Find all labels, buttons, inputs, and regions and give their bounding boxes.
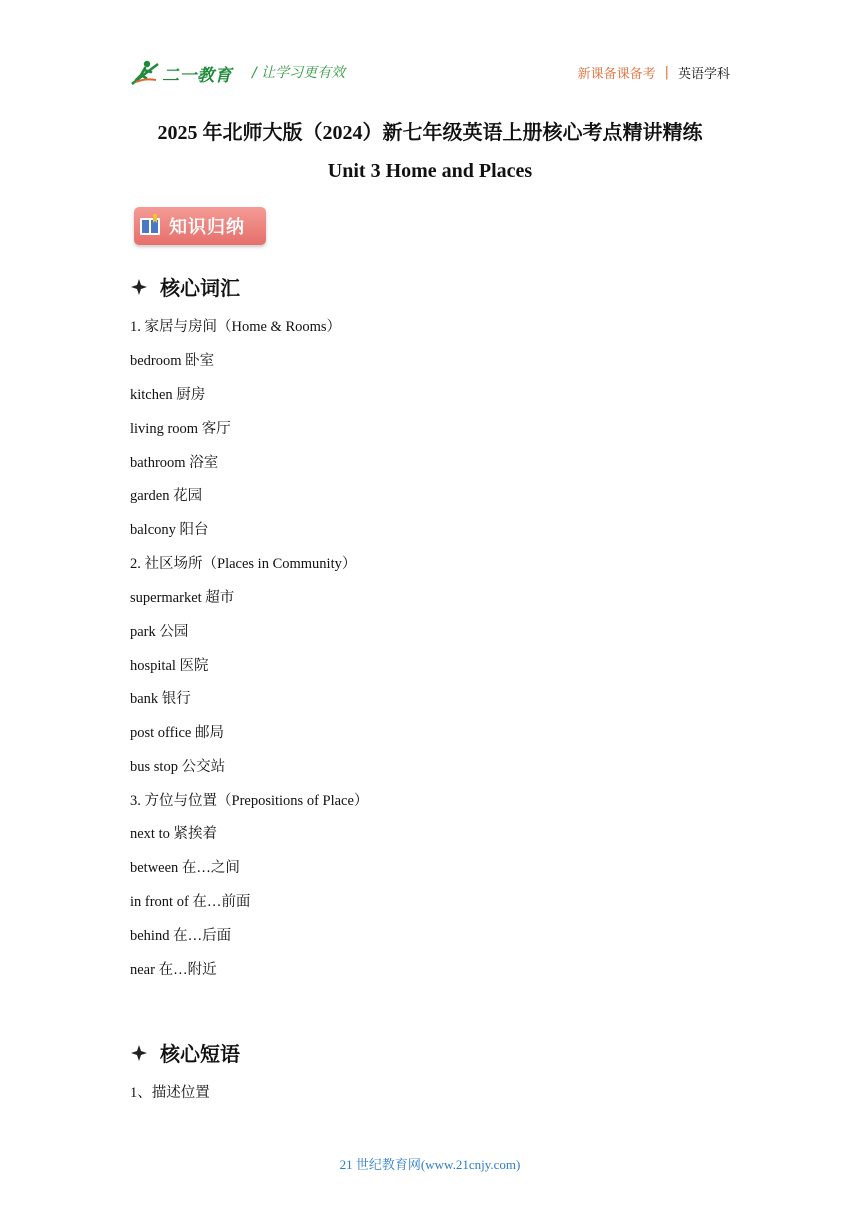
vocab-group-title: 3. 方位与位置（Prepositions of Place） [130, 793, 369, 809]
logo-text: 二一教育 [162, 65, 232, 86]
section-heading-vocab [130, 272, 240, 301]
vocab-group-title: 2. 社区场所（Places in Community） [130, 556, 357, 572]
vocab-item: bus stop 公交站 [130, 759, 226, 775]
vocab-item: in front of 在…前面 [130, 894, 251, 910]
vocab-item: garden 花园 [130, 488, 203, 504]
vocab-item: supermarket 超市 [130, 590, 235, 606]
vocab-item: near 在…附近 [130, 962, 217, 978]
page-header [130, 56, 730, 90]
header-subject: 英语学科 [677, 67, 730, 82]
diamond-bullet-icon [130, 1044, 148, 1062]
knowledge-badge [134, 207, 266, 245]
header-slogan: / 让学习更有效 [252, 65, 346, 81]
vocab-item: between 在…之间 [130, 860, 240, 876]
vocab-item: hospital 医院 [130, 658, 209, 674]
section-heading-phrases [130, 1038, 240, 1067]
page-footer[interactable]: 21 世纪教育网(www.21cnjy.com) [339, 1157, 521, 1172]
logo [130, 56, 232, 90]
vocab-item: next to 紧挨着 [130, 826, 217, 842]
runner-logo-icon [130, 58, 160, 88]
vocab-item: post office 邮局 [130, 725, 224, 741]
diamond-bullet-icon [130, 278, 148, 296]
phrase-item: 1、描述位置 [130, 1085, 210, 1101]
section-title: 核心词汇 [160, 276, 240, 300]
vocab-item: kitchen 厨房 [130, 387, 206, 403]
vocab-item: balcony 阳台 [130, 522, 209, 538]
vocab-item: living room 客厅 [130, 421, 231, 437]
vocab-item: park 公园 [130, 624, 189, 640]
vocab-group-title: 1. 家居与房间（Home & Rooms） [130, 319, 342, 335]
header-brand: 新课备课备考 [577, 67, 656, 82]
document-title: 2025 年北师大版（2024）新七年级英语上册核心考点精讲精练 [157, 122, 703, 144]
section-title: 核心短语 [160, 1042, 240, 1066]
header-separator: | [664, 65, 669, 80]
document-subtitle: Unit 3 Home and Places [327, 160, 533, 182]
badge-label: 知识归纳 [169, 217, 245, 238]
vocab-item: bathroom 浴室 [130, 455, 219, 471]
header-right [578, 63, 730, 82]
vocab-item: bedroom 卧室 [130, 353, 215, 369]
vocab-item: bank 银行 [130, 691, 191, 707]
vocab-item: behind 在…后面 [130, 928, 232, 944]
book-icon [139, 214, 161, 238]
